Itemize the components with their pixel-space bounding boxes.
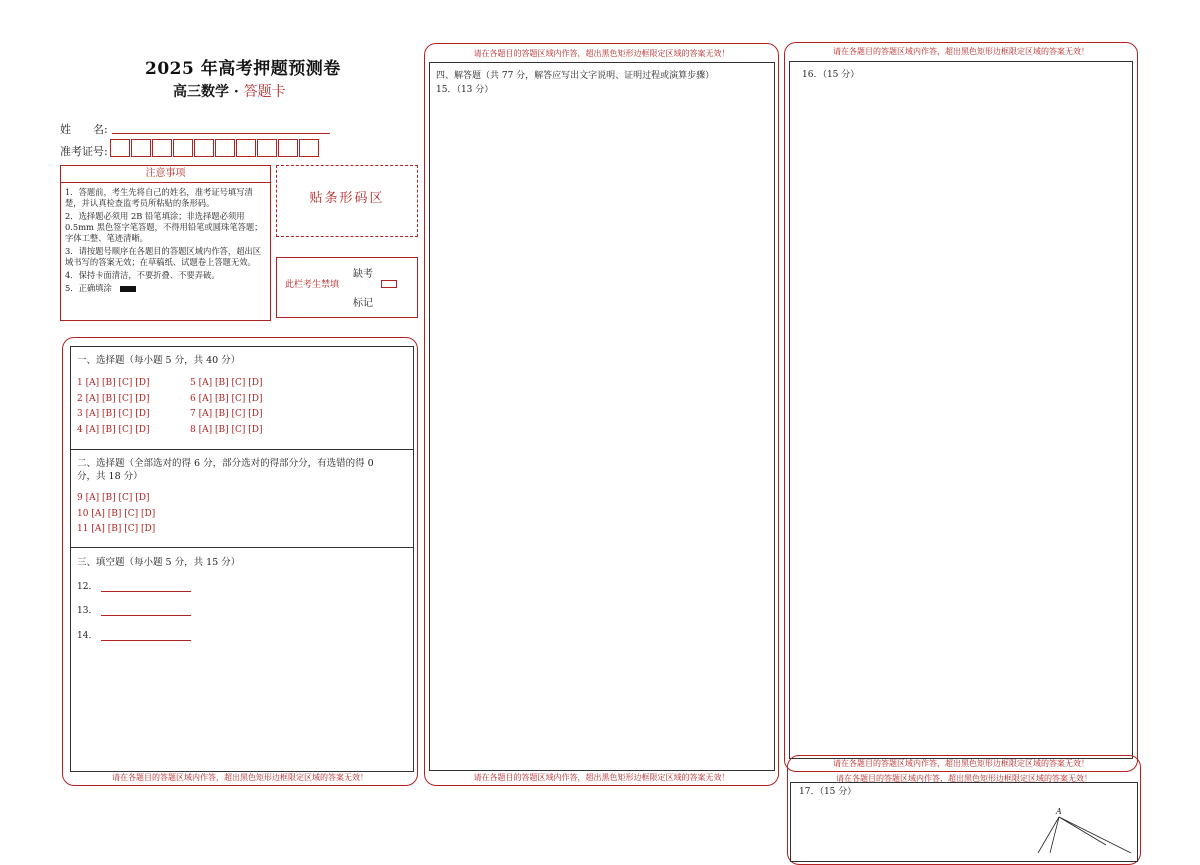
absent-mark-checkbox[interactable] bbox=[381, 280, 397, 288]
fill-blank-12[interactable] bbox=[77, 579, 191, 592]
q16-title: 16．（15 分） bbox=[802, 70, 860, 80]
subtitle-main: 高三数学 · bbox=[173, 84, 244, 100]
page-subtitle bbox=[173, 81, 286, 101]
warning-text: 请在各题目的答题区域内作答，超出黑色矩形边框限定区域的答案无效！ bbox=[473, 49, 730, 58]
choice-row[interactable]: 5 [A] [B] [C] [D] bbox=[190, 378, 263, 388]
q17-title: 17．（15 分） bbox=[799, 787, 857, 797]
q15-title: 15．（13 分） bbox=[436, 85, 494, 95]
id-number-boxes[interactable] bbox=[110, 139, 320, 157]
id-digit-box[interactable] bbox=[236, 139, 256, 157]
section-divider bbox=[71, 449, 413, 450]
notice-box bbox=[60, 165, 271, 321]
choice-row[interactable]: 4 [A] [B] [C] [D] bbox=[77, 425, 150, 435]
absent-label: 缺考 bbox=[353, 269, 373, 280]
choice-row[interactable]: 10 [A] [B] [C] [D] bbox=[77, 509, 156, 519]
notice-item: 4．保持卡面清洁，不要折叠、不要弄破。 bbox=[65, 270, 220, 280]
section2-title-line1: 二、选择题（全部选对的得 6 分，部分选对的得部分分，有选错的得 0 bbox=[77, 458, 374, 469]
forbidden-label: 此栏考生禁填 bbox=[285, 280, 340, 290]
id-digit-box[interactable] bbox=[131, 139, 151, 157]
figure-vertex-label: A bbox=[1056, 807, 1062, 816]
blank-line[interactable] bbox=[101, 591, 191, 592]
q15-answer-area[interactable] bbox=[429, 62, 775, 771]
id-label: 准考证号: bbox=[60, 145, 108, 158]
notice-item-fill bbox=[65, 283, 266, 294]
choice-row[interactable]: 6 [A] [B] [C] [D] bbox=[190, 394, 263, 404]
notice-list bbox=[61, 183, 270, 294]
id-digit-box[interactable] bbox=[173, 139, 193, 157]
fill-blank-13[interactable] bbox=[77, 603, 191, 616]
warning-text: 请在各题目的答题区域内作答，超出黑色矩形边框限定区域的答案无效！ bbox=[836, 774, 1092, 783]
section-divider bbox=[71, 547, 413, 548]
blank-line[interactable] bbox=[101, 615, 191, 616]
id-digit-box[interactable] bbox=[215, 139, 235, 157]
section1-title: 一、选择题（每小题 5 分，共 40 分） bbox=[77, 355, 241, 366]
q16-answer-area[interactable] bbox=[789, 61, 1133, 759]
fill-blank-14[interactable] bbox=[77, 628, 191, 641]
notice-title: 注意事项 bbox=[61, 166, 270, 183]
id-digit-box[interactable] bbox=[257, 139, 277, 157]
q17-answer-area[interactable] bbox=[790, 782, 1138, 862]
notice-item: 2．选择题必须用 2B 铅笔填涂；非选择题必须用 0.5mm 黑色签字笔答题，不得用铅笔或圆珠笔答题；字体工整、笔迹清晰。 bbox=[65, 211, 263, 243]
absent-mark-box bbox=[276, 257, 418, 318]
blank-line[interactable] bbox=[101, 640, 191, 641]
choice-row[interactable]: 2 [A] [B] [C] [D] bbox=[77, 394, 150, 404]
id-digit-box[interactable] bbox=[278, 139, 298, 157]
name-field[interactable] bbox=[112, 133, 330, 134]
warning-text: 请在各题目的答题区域内作答，超出黑色矩形边框限定区域的答案无效！ bbox=[112, 773, 368, 782]
id-digit-box[interactable] bbox=[152, 139, 172, 157]
choice-row[interactable]: 3 [A] [B] [C] [D] bbox=[77, 409, 150, 419]
notice-item: 1．答题前，考生先将自己的姓名，准考证号填写清楚，并认真检查监考员所粘贴的条形码。 bbox=[65, 187, 253, 208]
blank-number: 14． bbox=[77, 631, 98, 641]
choice-row[interactable]: 7 [A] [B] [C] [D] bbox=[190, 409, 263, 419]
id-digit-box[interactable] bbox=[110, 139, 130, 157]
section3-title: 三、填空题（每小题 5 分，共 15 分） bbox=[77, 557, 241, 568]
choice-row[interactable]: 11 [A] [B] [C] [D] bbox=[77, 524, 156, 534]
filled-sample-mark bbox=[120, 286, 136, 292]
warning-text: 请在各题目的答题区域内作答，超出黑色矩形边框限定区域的答案无效！ bbox=[473, 773, 730, 782]
choice-row[interactable]: 1 [A] [B] [C] [D] bbox=[77, 378, 150, 388]
barcode-area: 贴条形码区 bbox=[276, 165, 418, 237]
warning-text: 请在各题目的答题区域内作答，超出黑色矩形边框限定区域的答案无效！ bbox=[833, 47, 1089, 56]
pyramid-figure bbox=[1026, 813, 1136, 853]
choice-row[interactable]: 9 [A] [B] [C] [D] bbox=[77, 493, 150, 503]
section2-title-line2: 分，共 18 分） bbox=[77, 471, 143, 482]
subtitle-card: 答题卡 bbox=[243, 84, 286, 100]
blank-number: 12． bbox=[77, 582, 98, 592]
notice-item: 3．请按题号顺序在各题目的答题区域内作答，超出区域书写的答案无效；在草稿纸、试题卷上答题无效。 bbox=[65, 246, 262, 267]
choice-row[interactable]: 8 [A] [B] [C] [D] bbox=[190, 425, 263, 435]
name-label: 姓 名: bbox=[60, 123, 108, 136]
notice-item: 5．正确填涂 bbox=[65, 283, 112, 293]
page-title: 2025 年高考押题预测卷 bbox=[145, 59, 341, 79]
blank-number: 13． bbox=[77, 606, 98, 616]
section4-title: 四、解答题（共 77 分，解答应写出文字说明、证明过程或演算步骤） bbox=[436, 71, 715, 81]
id-digit-box[interactable] bbox=[194, 139, 214, 157]
mark-label: 标记 bbox=[353, 298, 373, 309]
warning-text: 请在各题目的答题区域内作答，超出黑色矩形边框限定区域的答案无效！ bbox=[833, 759, 1089, 768]
id-digit-box[interactable] bbox=[299, 139, 319, 157]
objective-answer-area bbox=[70, 346, 414, 772]
